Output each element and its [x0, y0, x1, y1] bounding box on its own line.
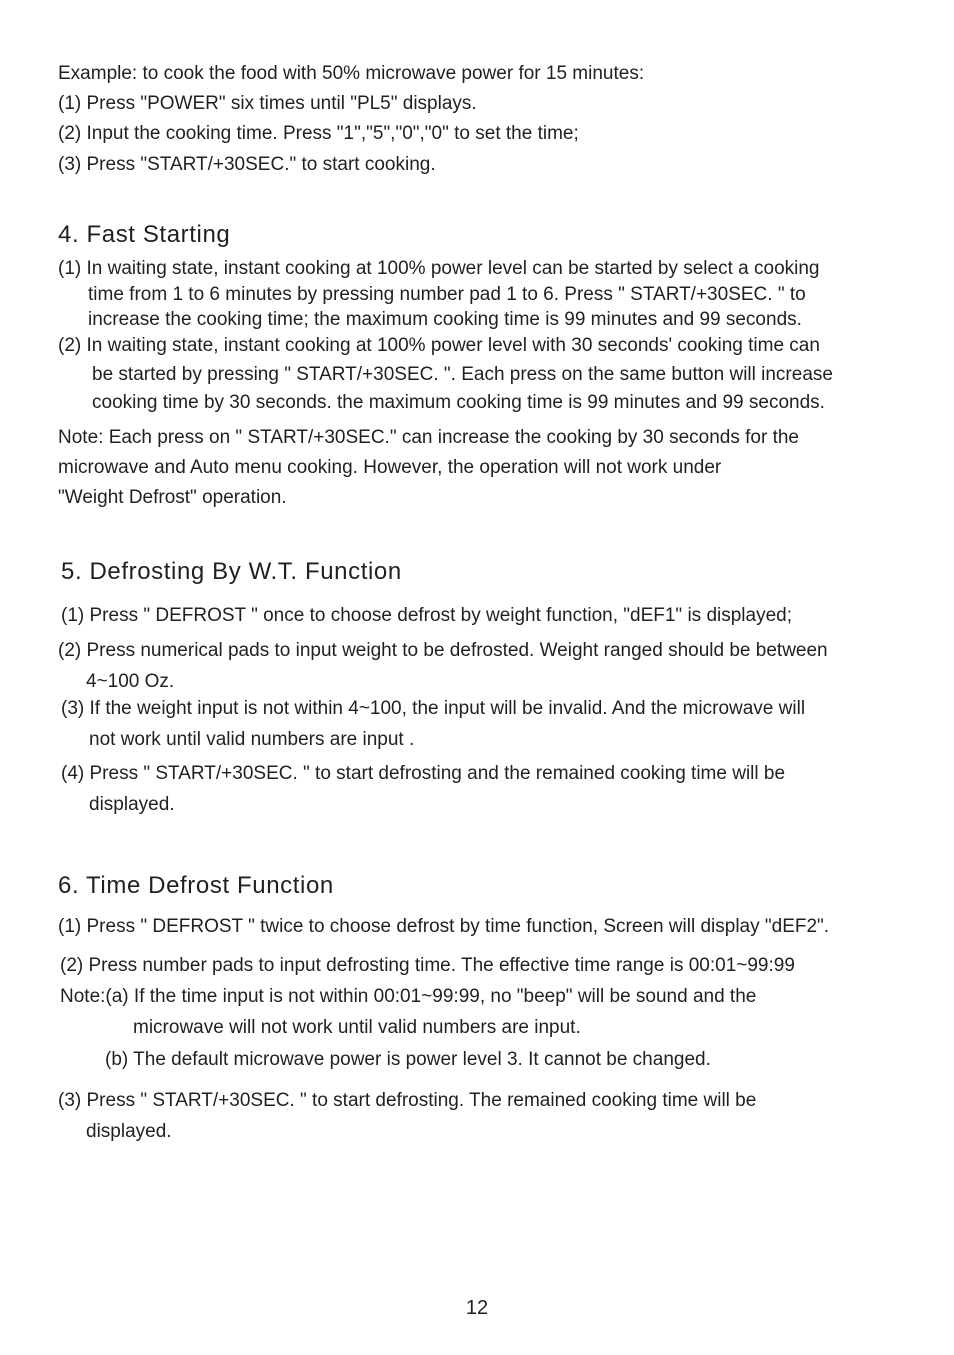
- section4-line: increase the cooking time; the maximum cooking time is 99 minutes and 99 seconds.: [88, 309, 802, 330]
- section5-line: (4) Press " START/+30SEC. " to start defrosting and the remained cooking time will be: [61, 763, 786, 784]
- page-number: 12: [465, 1297, 489, 1319]
- section6-line: (3) Press " START/+30SEC. " to start defrosting. The remained cooking time will be: [58, 1090, 757, 1111]
- example-intro: Example: to cook the food with 50% microwave power for 15 minutes:: [58, 63, 645, 84]
- section5-line: not work until valid numbers are input .: [89, 729, 415, 750]
- example-step: (1) Press "POWER" six times until "PL5" displays.: [58, 93, 477, 114]
- section5-line: displayed.: [89, 794, 175, 815]
- section6-note-line: Note:(a) If the time input is not within 00:01~99:99, no "beep" will be sound and the: [60, 986, 757, 1007]
- section4-note-line: Note: Each press on " START/+30SEC." can increase the cooking by 30 seconds for the: [58, 427, 799, 448]
- section4-note-line: "Weight Defrost" operation.: [58, 487, 287, 508]
- section4-line: (1) In waiting state, instant cooking at 100% power level can be started by select a cooking: [58, 258, 820, 279]
- section6-line: (2) Press number pads to input defrosting time. The effective time range is 00:01~99:99: [60, 955, 795, 976]
- section4-note-line: microwave and Auto menu cooking. However, the operation will not work under: [58, 457, 722, 478]
- section5-line: (2) Press numerical pads to input weight to be defrosted. Weight ranged should be between: [58, 640, 828, 661]
- example-step: (3) Press "START/+30SEC." to start cooking.: [58, 154, 436, 175]
- section-heading-defrost-by-weight: 5. Defrosting By W.T. Function: [61, 558, 402, 585]
- section5-line: 4~100 Oz.: [86, 671, 175, 692]
- section4-line: (2) In waiting state, instant cooking at 100% power level with 30 seconds' cooking time can: [58, 335, 820, 356]
- section-heading-time-defrost: 6. Time Defrost Function: [58, 872, 334, 899]
- section5-line: (1) Press " DEFROST " once to choose defrost by weight function, "dEF1" is displayed;: [61, 605, 793, 626]
- example-step: (2) Input the cooking time. Press "1","5","0","0" to set the time;: [58, 123, 579, 144]
- section4-line: cooking time by 30 seconds. the maximum cooking time is 99 minutes and 99 seconds.: [92, 392, 825, 413]
- section6-note-line: (b) The default microwave power is power level 3. It cannot be changed.: [105, 1049, 711, 1070]
- section4-line: be started by pressing " START/+30SEC. ". Each press on the same button will increase: [92, 364, 833, 385]
- section4-line: time from 1 to 6 minutes by pressing number pad 1 to 6. Press " START/+30SEC. " to: [88, 284, 806, 305]
- section-heading-fast-starting: 4. Fast Starting: [58, 221, 231, 248]
- section6-line: (1) Press " DEFROST " twice to choose defrost by time function, Screen will display "dEF2".: [58, 916, 830, 937]
- section5-line: (3) If the weight input is not within 4~100, the input will be invalid. And the microwave will: [61, 698, 806, 719]
- section6-note-line: microwave will not work until valid numbers are input.: [133, 1017, 581, 1038]
- section6-line: displayed.: [86, 1121, 172, 1142]
